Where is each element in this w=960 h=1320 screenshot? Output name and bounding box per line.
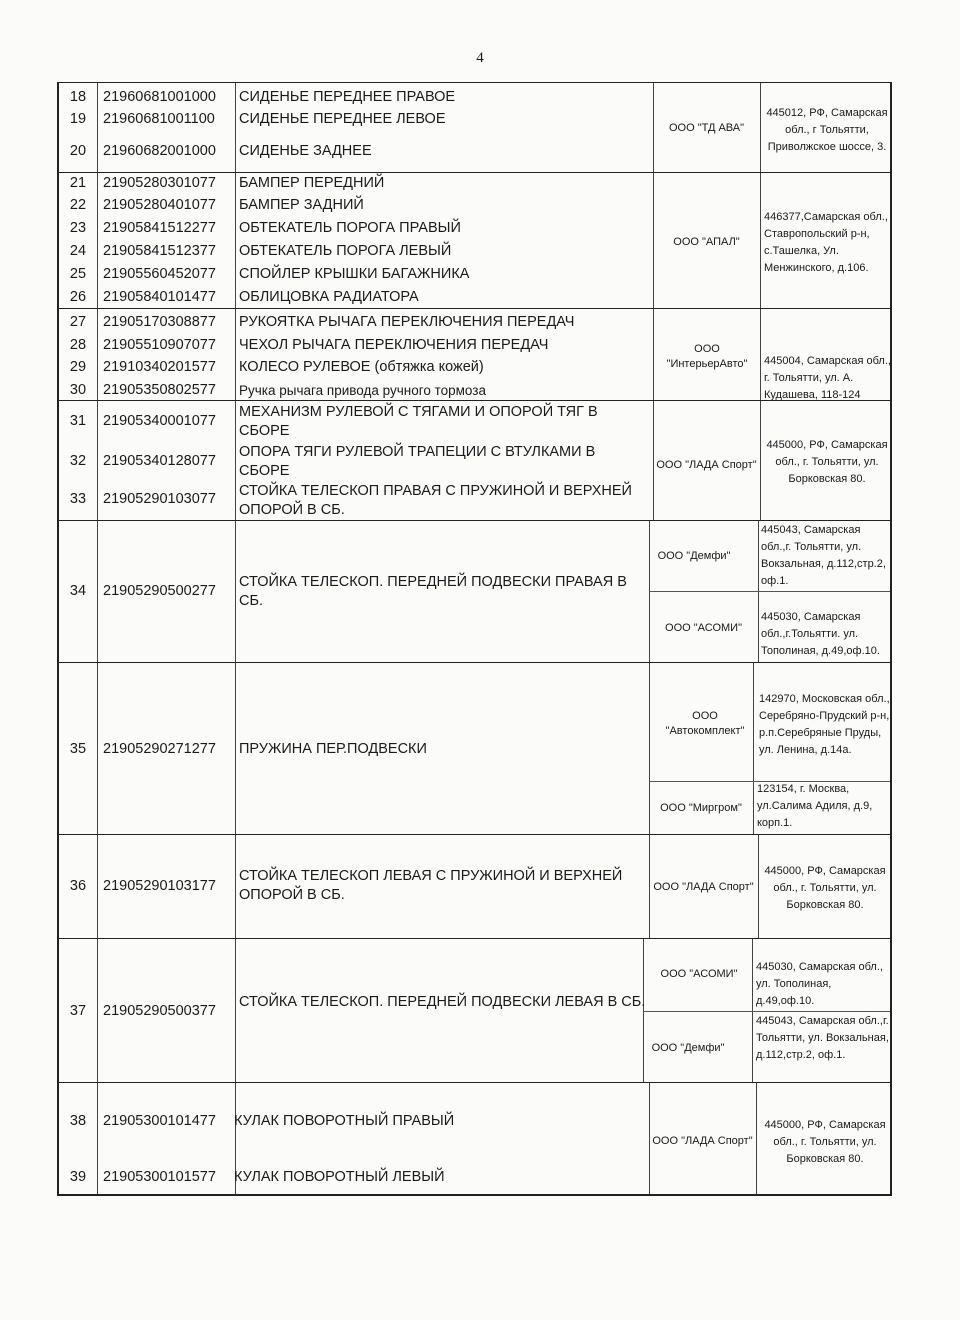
part-code: 21905290500277 [103, 583, 216, 599]
part-code: 21905290500377 [103, 1003, 216, 1019]
row-number: 23 [69, 220, 87, 236]
row-number: 28 [69, 337, 87, 353]
supplier-address: 445000, РФ, Самарская обл., г. Тольятти, ул. Борковская 80. [766, 439, 888, 485]
supplier-name: ООО "ЛАДА Спорт" [653, 881, 754, 893]
part-name: ОБТЕКАТЕЛЬ ПОРОГА ПРАВЫЙ [239, 220, 461, 236]
row-number: 30 [69, 382, 87, 398]
supplier-address: 445000, РФ, Самарская обл., г. Тольятти, ул. Борковская 80. [764, 865, 886, 911]
supplier-name: ООО "АПАЛ" [673, 236, 740, 248]
group-38-39 [57, 1082, 892, 1196]
row-number: 34 [69, 583, 87, 599]
group-35 [57, 662, 892, 834]
supplier-name: ООО "Демфи" [651, 1042, 725, 1054]
row-number: 33 [69, 491, 87, 507]
supplier-name: ООО "АСОМИ" [665, 622, 742, 634]
part-code: 21905350802577 [103, 382, 216, 398]
part-code: 21905300101577 [103, 1169, 216, 1185]
row-number: 38 [69, 1113, 87, 1129]
group-27-30 [57, 308, 892, 400]
part-name: СТОЙКА ТЕЛЕСКОП. ПЕРЕДНЕЙ ПОДВЕСКИ ПРАВАЯ В СБ. [239, 574, 627, 609]
part-name: СИДЕНЬЕ ЗАДНЕЕ [239, 143, 372, 159]
part-code: 21905560452077 [103, 266, 216, 282]
row-number: 35 [69, 741, 87, 757]
part-name: ОБТЕКАТЕЛЬ ПОРОГА ЛЕВЫЙ [239, 243, 452, 259]
row-number: 32 [69, 453, 87, 469]
row-number: 36 [69, 878, 87, 894]
supplier-address: 445043, Самарская обл.,г. Тольятти, ул. Вокзальная, д.112,стр.2, оф.1. [756, 1015, 889, 1061]
part-name: СТОЙКА ТЕЛЕСКОП. ПЕРЕДНЕЙ ПОДВЕСКИ ЛЕВАЯ В СБ. [239, 994, 646, 1010]
supplier-name: ООО "ТД АВА" [668, 122, 745, 134]
part-name: ПРУЖИНА ПЕР.ПОДВЕСКИ [239, 741, 427, 757]
part-name: ЧЕХОЛ РЫЧАГА ПЕРЕКЛЮЧЕНИЯ ПЕРЕДАЧ [239, 337, 549, 353]
supplier-address: 446377,Самарская обл., Ставропольский р-н, с.Ташелка, Ул. Менжинского, д.106. [764, 211, 888, 274]
part-code: 21905170308877 [103, 314, 216, 330]
supplier-address: 445043, Самарская обл.,г. Тольятти, ул. Вокзальная, д.112,стр.2, оф.1. [761, 524, 886, 587]
part-code: 21905290103177 [103, 878, 216, 894]
row-number: 18 [69, 89, 87, 105]
part-code: 21905300101477 [103, 1113, 216, 1129]
part-code: 21905290271277 [103, 741, 216, 757]
part-name: ОПОРА ТЯГИ РУЛЕВОЙ ТРАПЕЦИИ С ВТУЛКАМИ В СБОРЕ [239, 444, 596, 479]
row-number: 26 [69, 289, 87, 305]
row-number: 25 [69, 266, 87, 282]
row-number: 20 [69, 143, 87, 159]
supplier-name: ООО "ИнтерьерАвто" [666, 343, 748, 370]
supplier-name: ООО "Миргром" [660, 802, 742, 814]
row-number: 21 [69, 175, 87, 191]
row-number: 24 [69, 243, 87, 259]
part-code: 21960681001100 [103, 111, 215, 127]
part-name: ОБЛИЦОВКА РАДИАТОРА [239, 289, 419, 305]
page-number: 4 [476, 50, 484, 66]
part-name: БАМПЕР ПЕРЕДНИЙ [239, 175, 385, 191]
part-code: 21905340001077 [103, 413, 216, 429]
part-name: КУЛАК ПОВОРОТНЫЙ ЛЕВЫЙ [234, 1169, 445, 1185]
part-name: КУЛАК ПОВОРОТНЫЙ ПРАВЫЙ [234, 1113, 455, 1129]
supplier-address: 445030, Самарская обл., ул. Тополиная, д.49,оф.10. [756, 961, 883, 1007]
supplier-name: ООО "Демфи" [657, 550, 731, 562]
part-code: 21905340128077 [103, 453, 216, 469]
part-name: КОЛЕСО РУЛЕВОЕ (обтяжка кожей) [239, 359, 484, 375]
part-name: СТОЙКА ТЕЛЕСКОП ПРАВАЯ С ПРУЖИНОЙ И ВЕРХНЕЙ ОПОРОЙ В СБ. [239, 483, 632, 518]
supplier-address: 445000, РФ, Самарская обл., г. Тольятти, ул. Борковская 80. [764, 1119, 886, 1165]
group-36 [57, 834, 892, 938]
supplier-address: 445030, Самарская обл.,г.Тольятти. ул. Тополиная, д.49,оф.10. [761, 611, 880, 657]
row-number: 39 [69, 1169, 87, 1185]
supplier-name: ООО "ЛАДА Спорт" [652, 1135, 753, 1147]
row-number: 27 [69, 314, 87, 330]
supplier-address: 142970, Московская обл., Серебряно-Прудский р-н, р.п.Серебряные Пруды, ул. Ленина, д.14а. [759, 693, 890, 756]
supplier-address: 445004, Самарская обл., г. Тольятти, ул. А. Кудашева, 118-124 [764, 355, 891, 401]
supplier-address: 445012, РФ, Самарская обл., г Тольятти, Приволжское шоссе, 3. [766, 107, 888, 153]
row-number: 31 [69, 413, 87, 429]
supplier-name: ООО "ЛАДА Спорт" [656, 459, 757, 471]
supplier-address: 123154, г. Москва, ул.Салима Адиля, д.9, корп.1. [757, 783, 873, 829]
part-name: МЕХАНИЗМ РУЛЕВОЙ С ТЯГАМИ И ОПОРОЙ ТЯГ В СБОРЕ [239, 404, 598, 439]
part-code: 21905841512277 [103, 220, 216, 236]
group-34 [57, 520, 892, 662]
part-code: 21905280401077 [103, 197, 216, 213]
row-number: 37 [69, 1003, 87, 1019]
part-code: 21960681001000 [103, 89, 216, 105]
part-code: 21960682001000 [103, 143, 216, 159]
supplier-name: ООО "АСОМИ" [660, 968, 738, 980]
part-code: 21905510907077 [103, 337, 216, 353]
part-name: СИДЕНЬЕ ПЕРЕДНЕЕ ПРАВОЕ [239, 89, 456, 105]
part-name: СТОЙКА ТЕЛЕСКОП ЛЕВАЯ С ПРУЖИНОЙ И ВЕРХНЕЙ ОПОРОЙ В СБ. [239, 868, 623, 903]
part-code: 21905280301077 [103, 175, 216, 191]
group-37 [57, 938, 892, 1082]
group-18-20 [57, 82, 892, 172]
part-name: Ручка рычага привода ручного тормоза [239, 383, 486, 398]
part-code: 21910340201577 [103, 359, 216, 375]
row-number: 22 [69, 197, 87, 213]
supplier-name: ООО "Автокомплект" [665, 710, 745, 737]
part-name: РУКОЯТКА РЫЧАГА ПЕРЕКЛЮЧЕНИЯ ПЕРЕДАЧ [239, 314, 575, 330]
part-code: 21905840101477 [103, 289, 216, 305]
row-number: 29 [69, 359, 87, 375]
group-21-26 [57, 172, 892, 308]
part-name: СИДЕНЬЕ ПЕРЕДНЕЕ ЛЕВОЕ [239, 111, 446, 127]
part-code: 21905841512377 [103, 243, 216, 259]
part-name: БАМПЕР ЗАДНИЙ [239, 197, 364, 213]
group-31-33 [57, 400, 892, 520]
row-number: 19 [69, 111, 87, 127]
part-code: 21905290103077 [103, 491, 216, 507]
part-name: СПОЙЛЕР КРЫШКИ БАГАЖНИКА [239, 266, 470, 282]
